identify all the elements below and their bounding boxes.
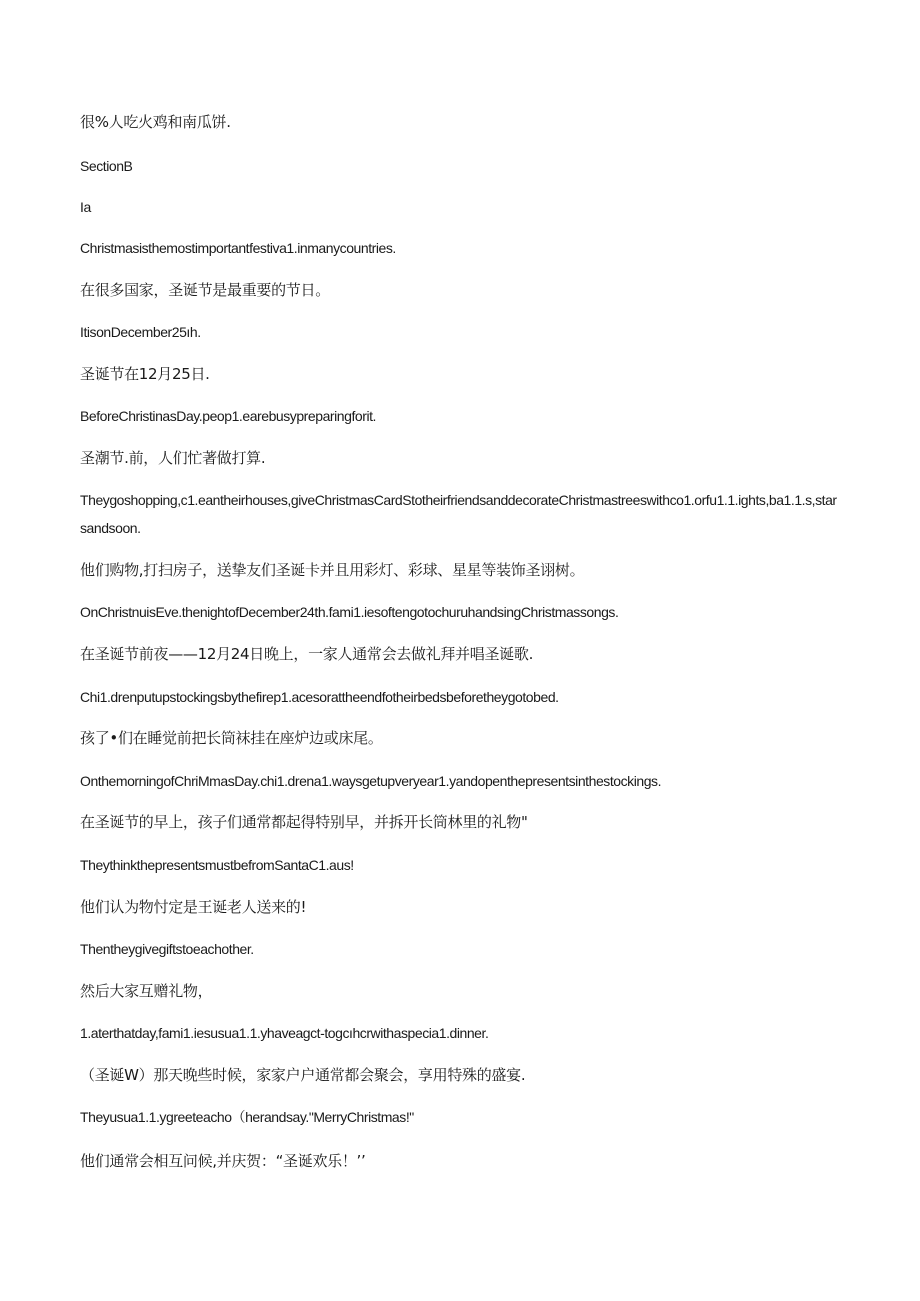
text-line-cn: 在圣诞节的早上，孩子们通常都起得特别早，并拆开长筒林里的礼物" <box>80 813 528 831</box>
text-line-en: TheythinkthepresentsmustbefromSantaC1.aus! <box>80 857 354 873</box>
text-line-en: OnChristnuisEve.thenightofDecember24th.fami1.iesoftengotochuruhandsingChristmassongs. <box>80 604 619 620</box>
text-line-cn: 孩了•们在睡觉前把长筒袜挂在座炉边或床尾。 <box>80 729 383 747</box>
text-line-cn: 圣潮节.前，人们忙著做打算. <box>80 449 266 467</box>
text-line-cn: 在很多国家，圣诞节是最重要的节日。 <box>80 281 330 299</box>
text-line-cn: 然后大家互赠礼物， <box>80 982 213 1000</box>
text-line-cn: 他们通常会相互问候,并庆贺：“圣诞欢乐！’’ <box>80 1152 366 1170</box>
text-line-cn: 他们认为物忖定是王诞老人送来的! <box>80 898 307 916</box>
subsection-label: Ia <box>80 199 91 215</box>
text-line-en: Thentheygivegiftstoeachother. <box>80 941 254 957</box>
text-line-en: Chi1.drenputupstockingsbythefirep1.acesorattheendfotheirbedsbeforetheygotobed. <box>80 689 559 705</box>
text-line-en: Christmasisthemostimportantfestiva1.inmanycountries. <box>80 240 396 256</box>
text-paragraph-en: Theygoshopping,c1.eantheirhouses,giveChristmasCardStotheirfriendsanddecorateChristmastreeswithco1.orfu1.1.ights,ba1.1.s,starsandsoon. <box>80 492 837 536</box>
section-heading: SectionB <box>80 158 133 174</box>
text-line-cn: （圣诞W）那天晚些时候，家家户户通常都会聚会，享用特殊的盛宴. <box>80 1066 526 1084</box>
text-line-cn: 圣诞节在12月25日. <box>80 365 210 383</box>
text-line-en: BeforeChristinasDay.peop1.earebusypreparingforit. <box>80 408 376 424</box>
text-line-en: ItisonDecember25ıh. <box>80 324 201 340</box>
text-line-en: 1.aterthatday,fami1.iesusua1.1.yhaveagct-togcıhcrwithaspecia1.dinner. <box>80 1025 489 1041</box>
text-line-cn: 他们购物,打扫房子，送挚友们圣诞卡并且用彩灯、彩球、星星等装饰圣诩树。 <box>80 561 585 579</box>
text-line-en: OnthemorningofChriMmasDay.chi1.drena1.waysgetupveryear1.yandopenthepresentsinthestockings. <box>80 773 662 789</box>
text-line-cn: 很%人吃火鸡和南瓜饼. <box>80 113 231 131</box>
text-line-en: Theyusua1.1.ygreeteacho（herandsay."MerryChristmas!" <box>80 1109 414 1125</box>
text-line-cn: 在圣诞节前夜——12月24日晚上，一家人通常会去做礼拜并唱圣诞歌. <box>80 645 534 663</box>
